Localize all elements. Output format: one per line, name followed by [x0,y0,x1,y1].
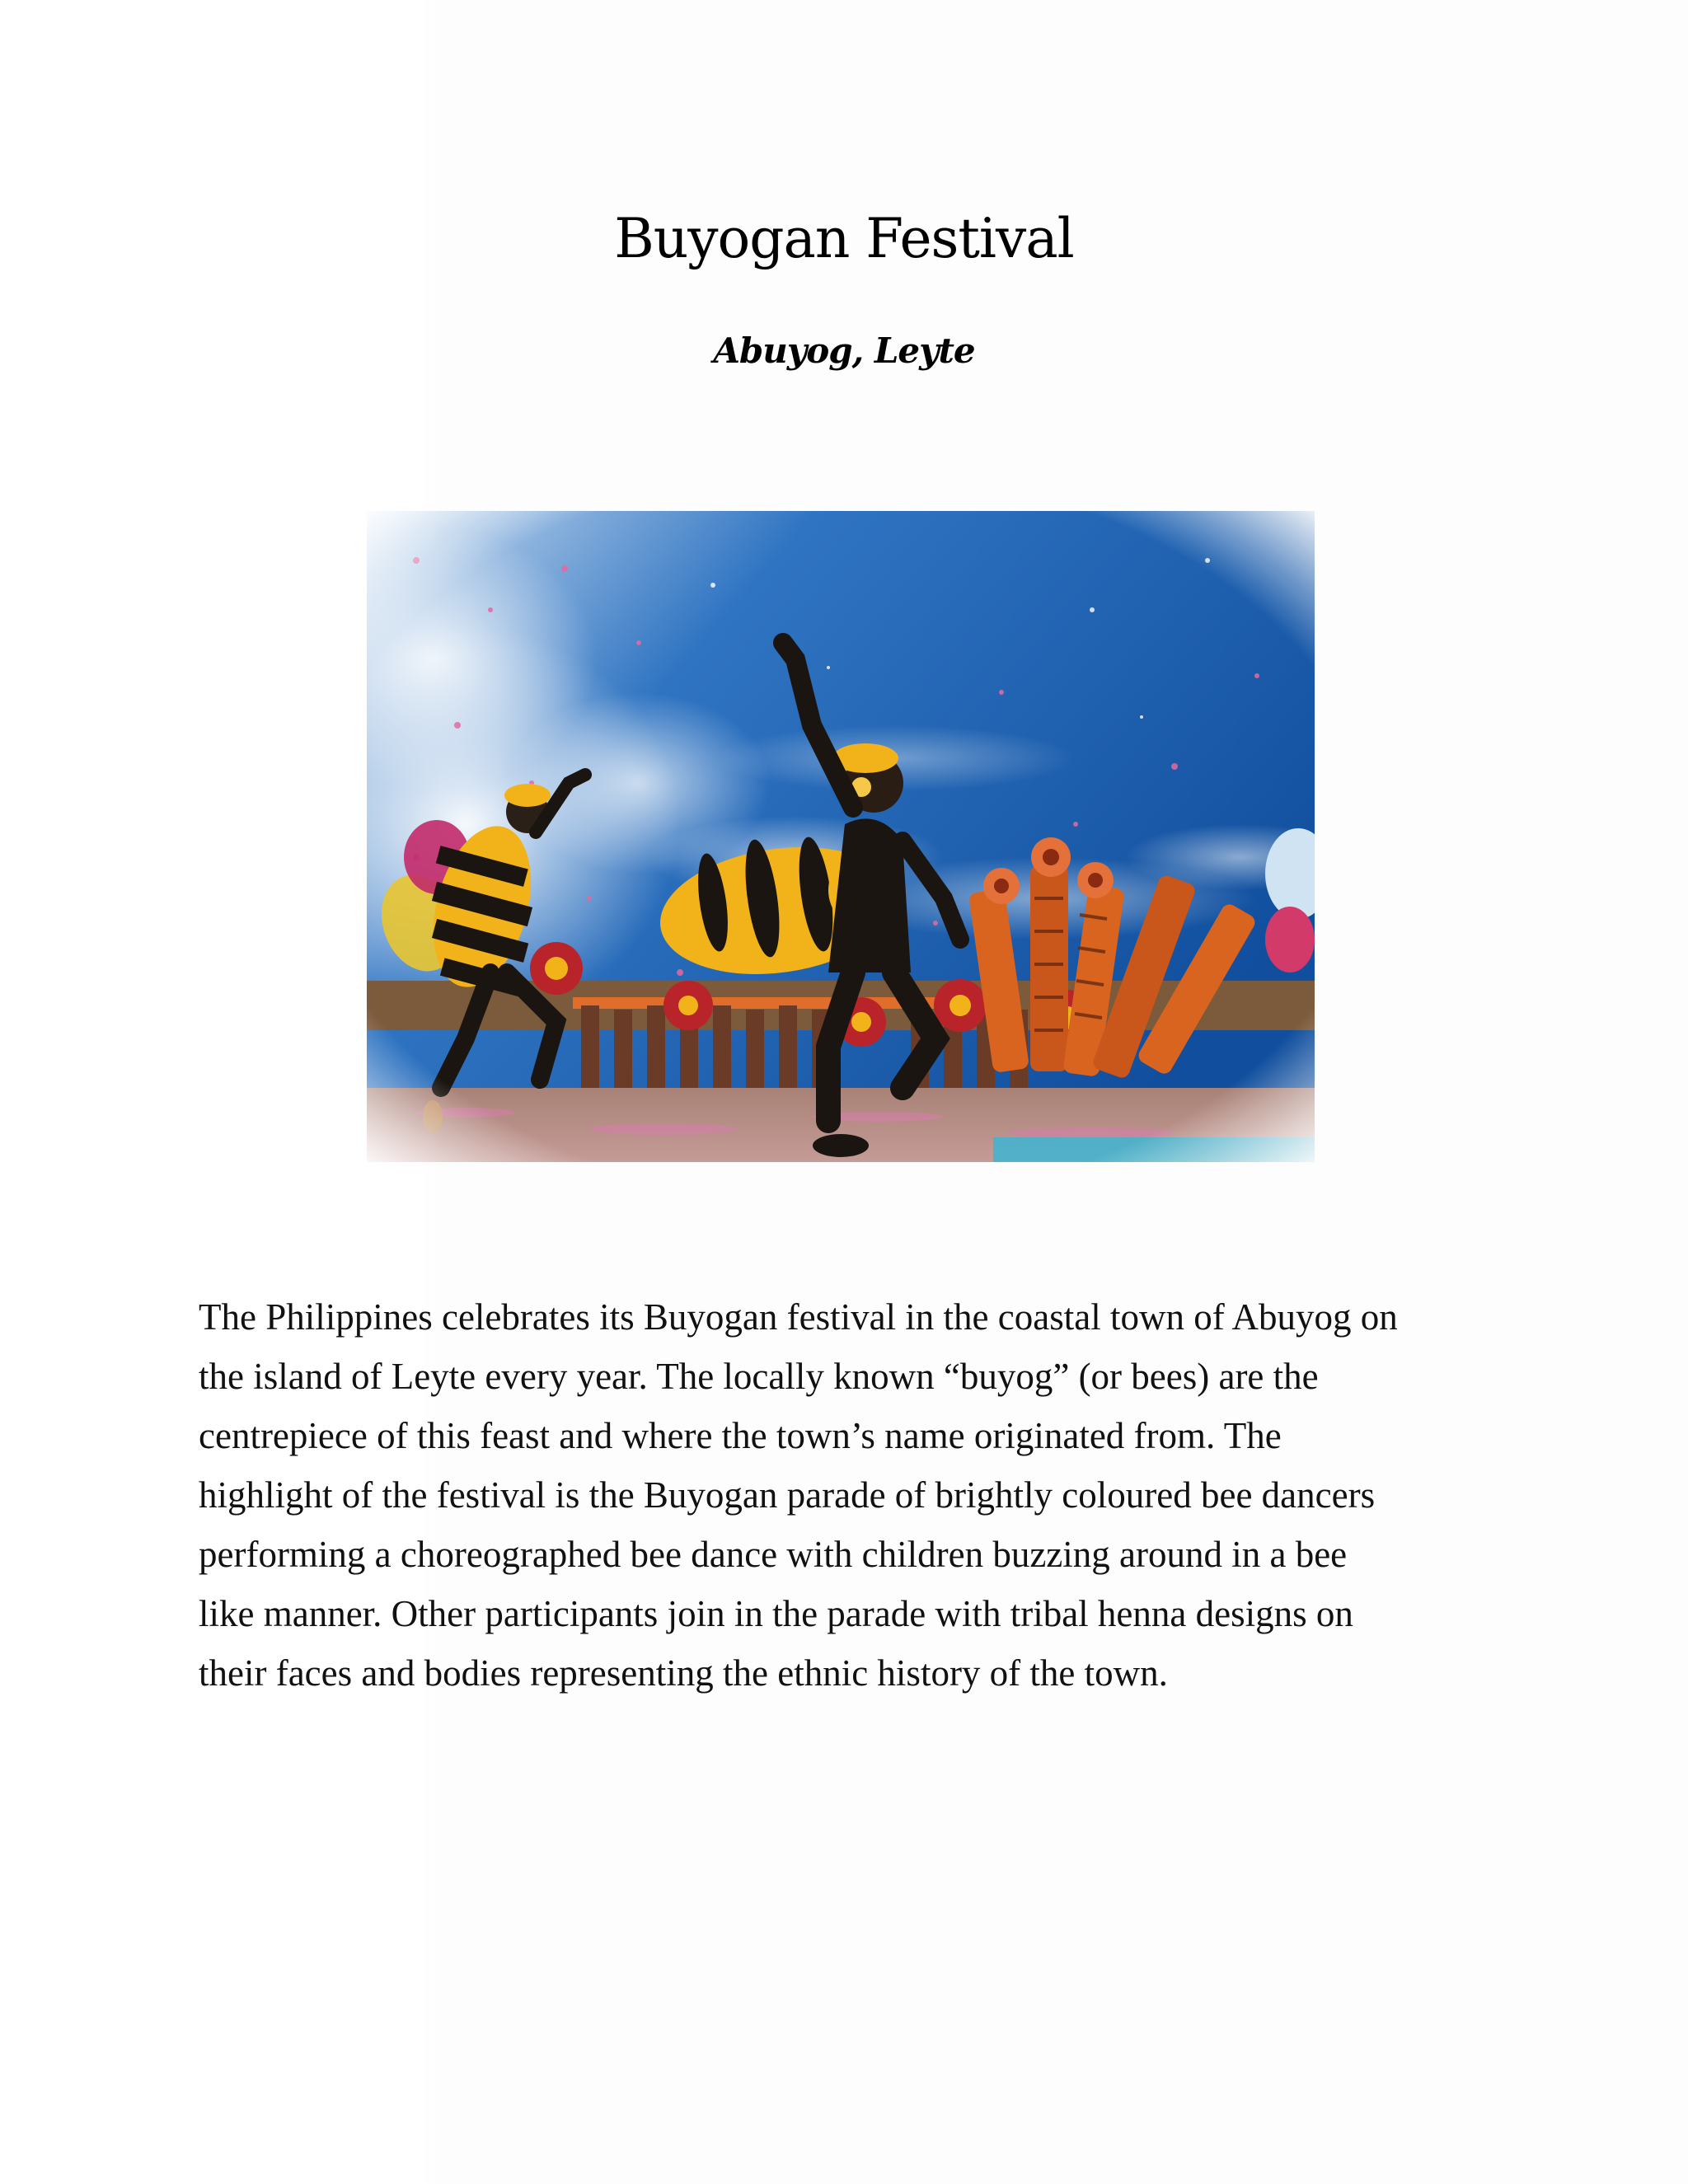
body-line: performing a choreographed bee dance with children buzzing around in a bee [199,1534,1348,1575]
body-line: highlight of the festival is the Buyogan parade of brightly coloured bee dancers [199,1474,1376,1516]
body-paragraph [199,1287,1501,1703]
festival-photo [367,511,1315,1162]
body-line: the island of Leyte every year. The locally known “buyog” (or bees) are the [199,1356,1319,1397]
page-title: Buyogan Festival [614,207,1074,270]
festival-photo-illustration [367,511,1315,1162]
body-line: like manner. Other participants join in the parade with tribal henna designs on [199,1593,1353,1634]
page-subtitle: Abuyog, Leyte [713,330,975,371]
body-line: The Philippines celebrates its Buyogan festival in the coastal town of Abuyog on [199,1296,1398,1338]
body-line: their faces and bodies representing the ethnic history of the town. [199,1652,1168,1694]
body-line: centrepiece of this feast and where the town’s name originated from. The [199,1415,1282,1456]
